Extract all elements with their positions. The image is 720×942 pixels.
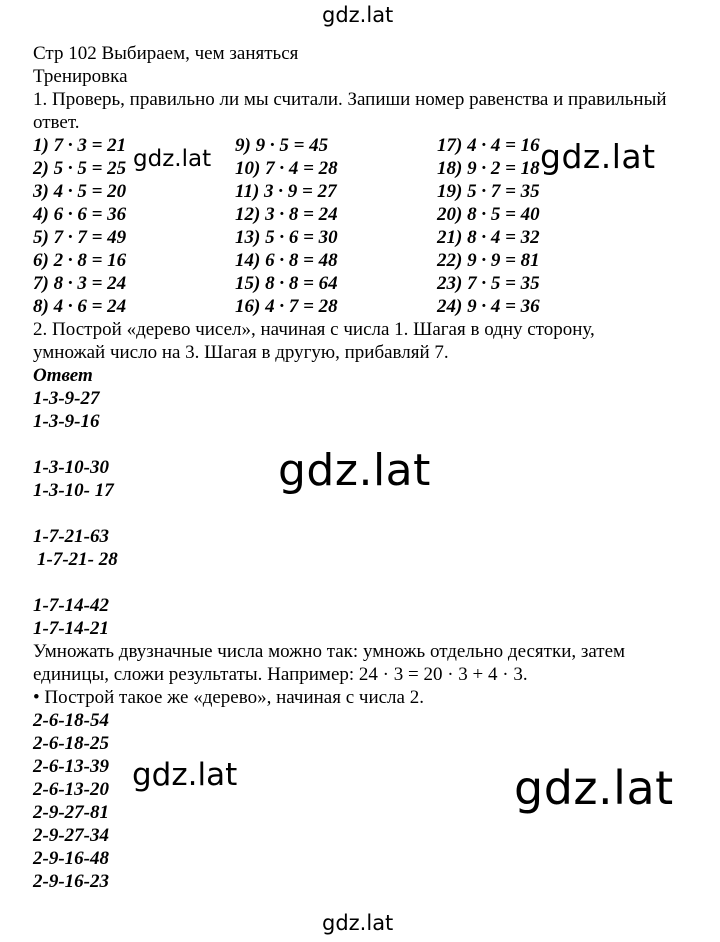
equation: 22) 9 · 9 = 81: [437, 250, 540, 271]
number-chain: 2-6-13-39: [33, 756, 109, 777]
watermark: gdz.lat: [514, 761, 674, 815]
equation: 11) 3 · 9 = 27: [235, 181, 337, 202]
equation: 7) 8 · 3 = 24: [33, 273, 127, 294]
equation: 4) 6 · 6 = 36: [33, 204, 127, 225]
equation: 12) 3 · 8 = 24: [235, 204, 338, 225]
watermark: gdz.lat: [133, 146, 212, 172]
equation: 20) 8 · 5 = 40: [437, 204, 540, 225]
number-chain: 1-7-21- 28: [37, 549, 118, 570]
equation: 8) 4 · 6 = 24: [33, 296, 127, 317]
number-chain: 1-7-21-63: [33, 526, 109, 547]
watermark: gdz.lat: [322, 3, 394, 27]
page-title: Стр 102 Выбираем, чем заняться: [33, 43, 299, 64]
answer-label: Ответ: [33, 365, 93, 386]
spacer: [33, 571, 703, 594]
number-chain: 2-9-27-81: [33, 802, 109, 823]
section-title: Тренировка: [33, 66, 128, 87]
task1-text: 1. Проверь, правильно ли мы считали. Запиши номер равенства и правильный ответ.: [33, 89, 667, 133]
equation: 10) 7 · 4 = 28: [235, 158, 338, 179]
number-chain: 1-3-9-27: [33, 388, 100, 409]
watermark: gdz.lat: [278, 445, 431, 496]
number-chain: 2-9-16-48: [33, 848, 109, 869]
number-chain: 1-7-14-42: [33, 595, 109, 616]
number-chain: 2-9-16-23: [33, 871, 109, 892]
equation: 2) 5 · 5 = 25: [33, 158, 127, 179]
number-chain: 2-9-27-34: [33, 825, 109, 846]
number-chain: 1-3-9-16: [33, 411, 100, 432]
equation: 23) 7 · 5 = 35: [437, 273, 540, 294]
equation: 3) 4 · 5 = 20: [33, 181, 127, 202]
task3-text: • Построй такое же «дерево», начиная с числа 2.: [33, 687, 424, 708]
equation: 15) 8 · 8 = 64: [235, 273, 338, 294]
task2-text-line: умножай число на 3. Шагая в другую, прибавляй 7.: [33, 342, 449, 363]
equation: 16) 4 · 7 = 28: [235, 296, 338, 317]
equation: 24) 9 · 4 = 36: [437, 296, 540, 317]
number-chain: 1-3-10-30: [33, 457, 109, 478]
number-chain: 1-7-14-21: [33, 618, 109, 639]
number-chain: 2-6-18-54: [33, 710, 109, 731]
equation: 21) 8 · 4 = 32: [437, 227, 540, 248]
task2-text-line: 2. Построй «дерево чисел», начиная с числа 1. Шагая в одну сторону,: [33, 319, 595, 340]
equation: 1) 7 · 3 = 21: [33, 135, 127, 156]
equation: 6) 2 · 8 = 16: [33, 250, 127, 271]
equation: 13) 5 · 6 = 30: [235, 227, 338, 248]
equation: 5) 7 · 7 = 49: [33, 227, 127, 248]
note-text-line: Умножать двузначные числа можно так: умножь отдельно десятки, затем: [33, 641, 626, 662]
equation: 18) 9 · 2 = 18: [437, 158, 540, 179]
equation: 19) 5 · 7 = 35: [437, 181, 540, 202]
number-chain: 2-6-18-25: [33, 733, 109, 754]
watermark: gdz.lat: [132, 757, 238, 793]
spacer: [33, 502, 703, 525]
equation: 17) 4 · 4 = 16: [437, 135, 540, 156]
number-chain: 2-6-13-20: [33, 779, 109, 800]
equation: 14) 6 · 8 = 48: [235, 250, 338, 271]
equation: 9) 9 · 5 = 45: [235, 135, 329, 156]
note-text-line: единицы, сложи результаты. Например: 24 · 3 = 20 · 3 + 4 · 3.: [33, 664, 528, 685]
watermark: gdz.lat: [322, 911, 394, 935]
watermark: gdz.lat: [540, 137, 656, 176]
number-chain: 1-3-10- 17: [33, 480, 114, 501]
